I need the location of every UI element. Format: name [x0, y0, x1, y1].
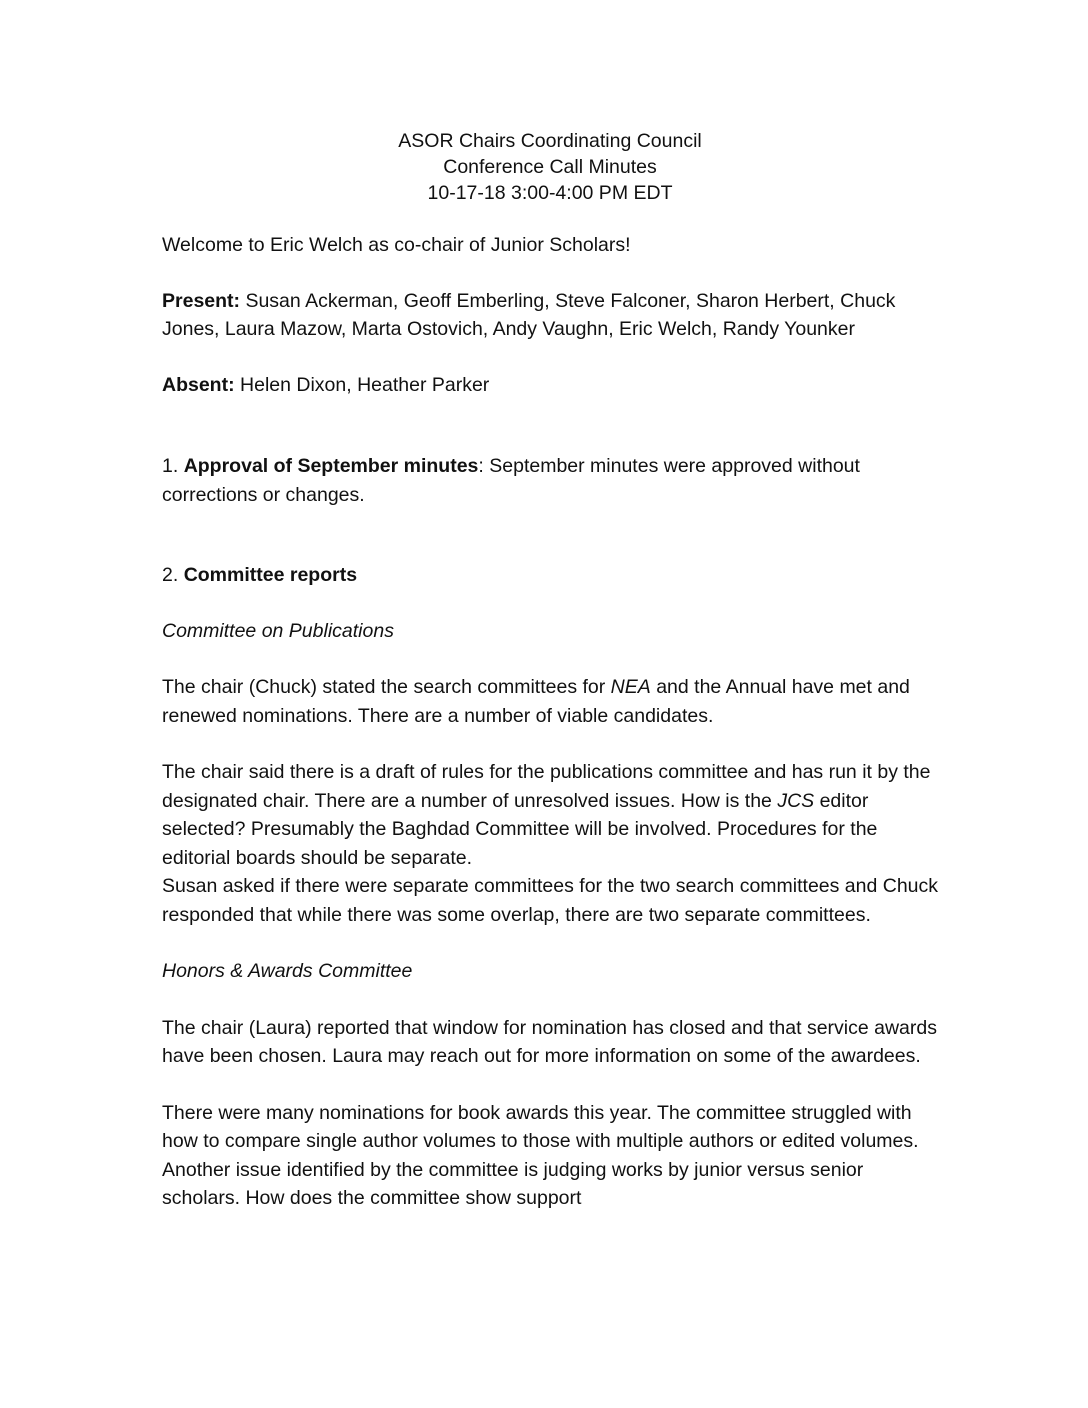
- meeting-date-time: 10-17-18 3:00-4:00 PM EDT: [427, 182, 673, 204]
- agenda-item-2: [162, 561, 942, 590]
- absent-attendees: [162, 371, 942, 400]
- present-list: Susan Ackerman, Geoff Emberling, Steve Falconer, Sharon Herbert, Chuck Jones, Laura Mazow, Marta Ostovich, Andy Vaughn, Eric Welch, Randy Younker: [162, 289, 896, 340]
- publications-paragraph-2: [162, 758, 942, 872]
- absent-label: Absent:: [162, 373, 235, 396]
- organization-title: ASOR Chairs Coordinating Council: [398, 130, 702, 152]
- minutes-page: [162, 128, 942, 1213]
- agenda-item-1-number: 1.: [162, 455, 184, 477]
- absent-list: Helen Dixon, Heather Parker: [234, 373, 490, 396]
- publications-p2-text-a: The chair said there is a draft of rules for the publications committee and has run it by the designated chair. There are a number of unresolved issues. How is the: [162, 761, 931, 812]
- agenda-item-1-title: Approval of September minutes: [183, 455, 479, 477]
- document-header: [158, 128, 942, 206]
- publications-paragraph-1: [162, 673, 942, 730]
- nea-journal-title: NEA: [610, 676, 651, 698]
- publications-heading: Committee on Publications: [162, 619, 394, 642]
- agenda-item-1: [162, 452, 942, 509]
- publications-p1-text-a: The chair (Chuck) stated the search committees for: [162, 676, 611, 698]
- jcs-journal-title: JCS: [777, 789, 815, 812]
- honors-paragraph-1: The chair (Laura) reported that window for nomination has closed and that service awards have been chosen. Laura may reach out for more information on some of the awardees.: [162, 1016, 937, 1067]
- present-attendees: [162, 287, 942, 344]
- agenda-item-1-text: : September minutes were approved without corrections or changes.: [162, 455, 860, 506]
- document-title: Conference Call Minutes: [443, 156, 657, 178]
- agenda-item-2-title: Committee reports: [183, 564, 358, 586]
- publications-p1-text-b: and the Annual have met and renewed nominations. There are a number of viable candidates.: [162, 676, 910, 727]
- honors-heading: Honors & Awards Committee: [162, 960, 413, 982]
- publications-paragraph-3: Susan asked if there were separate committees for the two search committees and Chuck responded that while there was some overlap, there are two separate committees.: [162, 875, 939, 926]
- publications-p2-text-b: editor selected? Presumably the Baghdad Committee will be involved. Procedures for the editorial boards should be separate.: [162, 789, 878, 869]
- present-label: Present:: [162, 289, 241, 312]
- honors-paragraph-2: There were many nominations for book awards this year. The committee struggled with how to compare single author volumes to those with multiple authors or edited volumes. Another issue identified by the committee is judging works by junior versus senior scholars. How does the committee show support: [162, 1101, 919, 1209]
- welcome-line: Welcome to Eric Welch as co-chair of Junior Scholars!: [162, 234, 631, 256]
- agenda-item-2-number: 2.: [162, 564, 184, 586]
